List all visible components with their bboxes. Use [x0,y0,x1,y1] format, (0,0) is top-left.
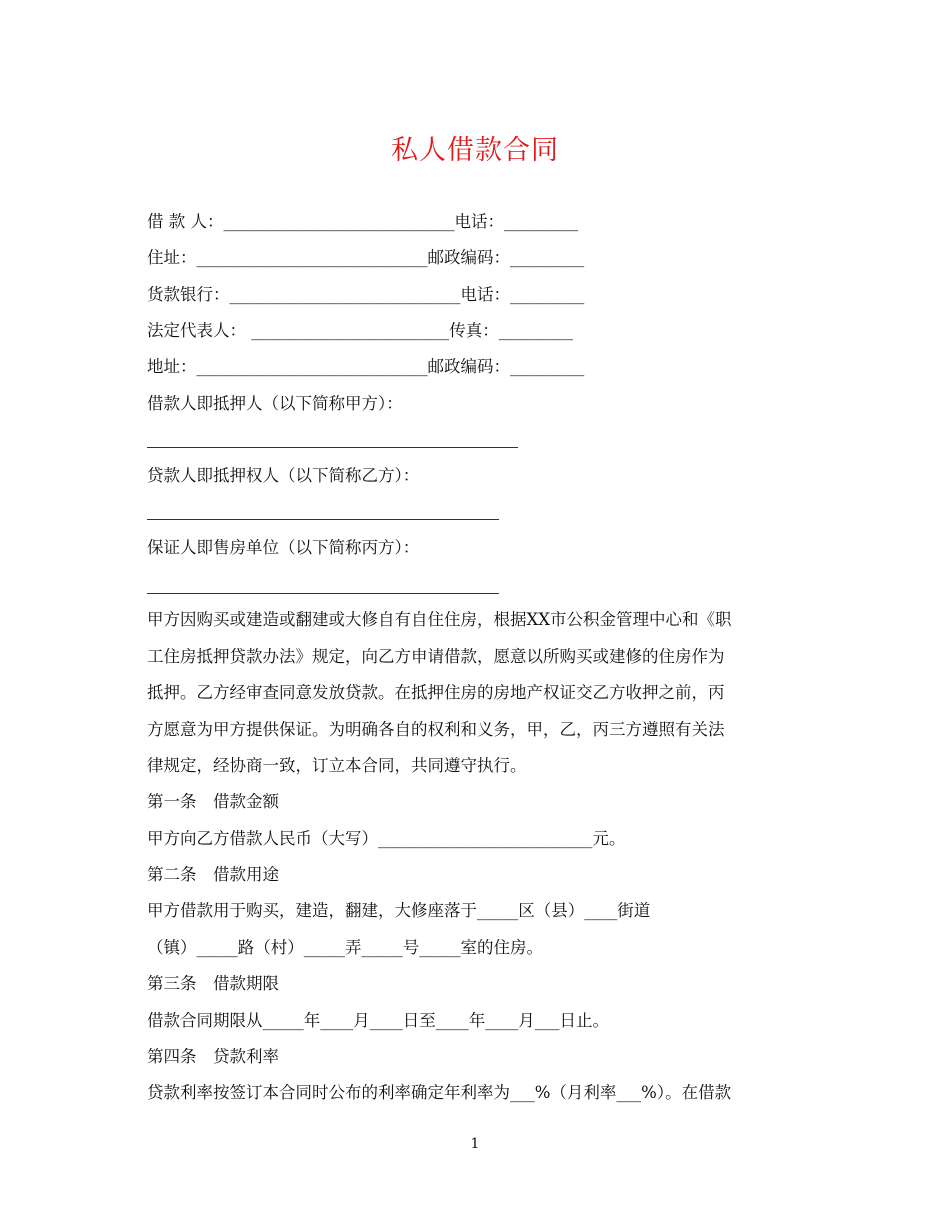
preamble-line: 抵押。乙方经审查同意发放贷款。在抵押住房的房地产权证交乙方收押之前，丙 [147,683,725,702]
article-4-heading: 第四条 贷款利率 [147,1047,279,1066]
article-3-body: 借款合同期限从_____年____月____日至____年____月___日止。 [147,1011,609,1030]
party-b-signature-line [147,519,499,520]
borrower-field: 借 款 人：____________________________电话：_________ [147,212,579,231]
lending-bank-field: 货款银行：____________________________电话：_________ [147,285,585,304]
party-b-label: 贷款人即抵押权人（以下简称乙方）： [147,466,420,485]
preamble-line: 工住房抵押贷款办法》规定，向乙方申请借款，愿意以所购买或建修的住房作为 [147,647,725,666]
article-2-heading: 第二条 借款用途 [147,865,279,884]
bank-address-field: 地址：____________________________邮政编码：_________ [147,357,585,376]
party-a-label: 借款人即抵押人（以下简称甲方）： [147,394,403,413]
party-c-label: 保证人即售房单位（以下简称丙方）： [147,538,420,557]
article-3-heading: 第三条 借款期限 [147,974,279,993]
preamble-line: 方愿意为甲方提供保证。为明确各自的权利和义务，甲，乙，丙三方遵照有关法 [147,720,725,739]
preamble-line: 律规定，经协商一致，订立本合同，共同遵守执行。 [147,756,527,775]
article-1-heading: 第一条 借款金额 [147,792,279,811]
page-number: 1 [470,1136,480,1152]
preamble-line: 甲方因购买或建造或翻建或大修自有自住住房，根据XX市公积金管理中心和《职 [147,610,732,629]
article-1-body: 甲方向乙方借款人民币（大写）__________________________元。 [147,829,626,848]
address-field: 住址：____________________________邮政编码：_________ [147,248,585,267]
article-4-body: 贷款利率按签订本合同时公布的利率确定年利率为___%（月利率___%）。在借款 [147,1083,732,1102]
contract-title: 私人借款合同 [391,135,559,166]
party-a-signature-line [147,447,518,448]
article-2-body: 甲方借款用于购买，建造，翻建，大修座落于_____区（县）____街道 [147,901,651,920]
legal-representative-field: 法定代表人： ________________________传真：_________ [147,321,573,340]
party-c-signature-line [147,593,499,594]
article-2-body: （镇）_____路（村）_____弄_____号_____室的住房。 [147,938,543,957]
